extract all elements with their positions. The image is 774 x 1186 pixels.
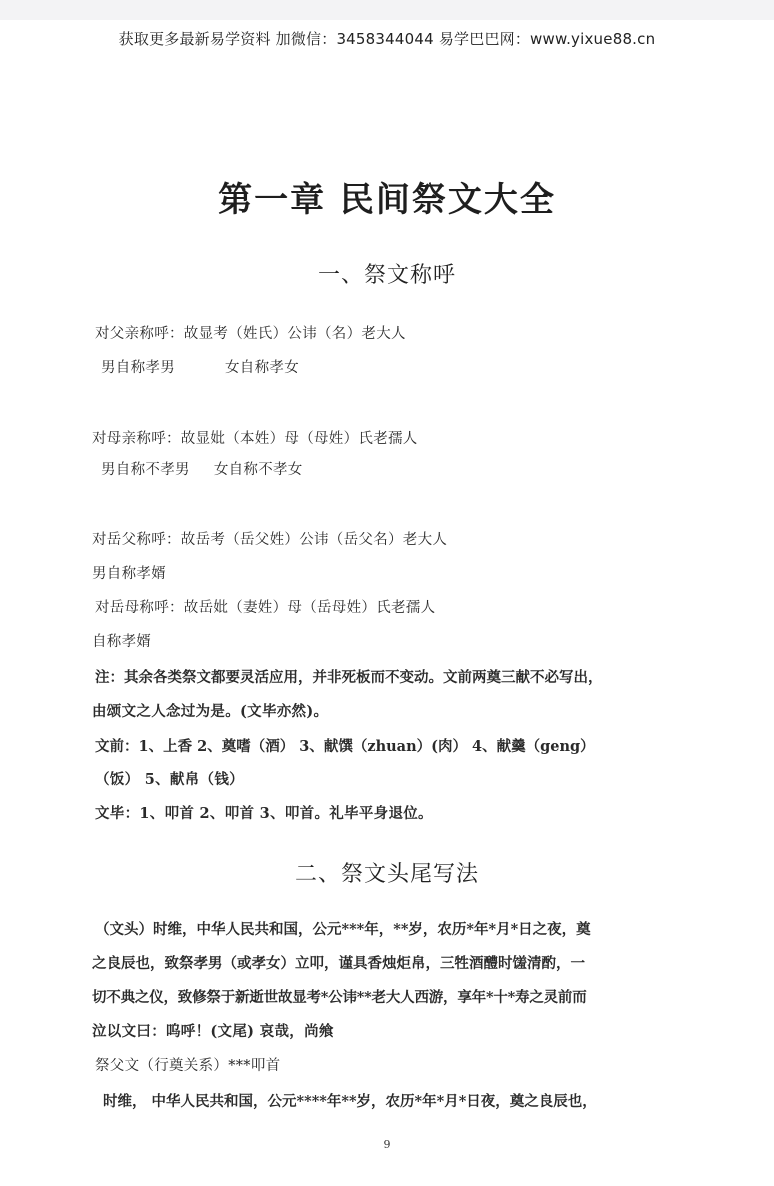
text-span: 男自称不孝男 xyxy=(101,462,190,478)
text-line: 泣以文曰：呜呼！(文尾) 哀哉，尚飨 xyxy=(92,1023,334,1040)
section-title-1: 一、祭文称呼 xyxy=(317,263,456,288)
promo-banner: 获取更多最新易学资料 加微信：3458344044 易学巴巴网：www.yixue88.cn xyxy=(118,30,656,48)
text-line xyxy=(101,458,303,479)
text-line: （饭） 5、献帛（钱） xyxy=(95,771,244,788)
note-line: 注：其余各类祭文都要灵活应用，并非死板而不变动。文前两奠三献不必写出， xyxy=(95,669,603,686)
text-span: 女自称孝女 xyxy=(225,360,299,376)
chapter-title: 第一章 民间祭文大全 xyxy=(218,180,556,220)
text-line: 切不典之仪，致修祭于新逝世故显考*公讳**老大人西游，享年*十*寿之灵前而 xyxy=(92,989,587,1006)
text-line: 自称孝婿 xyxy=(92,634,152,650)
text-line xyxy=(101,356,299,377)
text-line: 文前：1、上香 2、奠嗜（酒） 3、献馔（zhuan）(肉） 4、献羹（geng） xyxy=(95,738,595,755)
text-line: 时维， 中华人民共和国，公元****年**岁，农历*年*月*日夜，奠之良辰也， xyxy=(103,1093,597,1110)
note-line: 由颂文之人念过为是。(文毕亦然)。 xyxy=(92,703,329,720)
section-title-2: 二、祭文头尾写法 xyxy=(294,862,479,887)
page-number: 9 xyxy=(383,1138,391,1151)
text-line: 对岳母称呼：故岳妣（妻姓）母（岳母姓）氏老孺人 xyxy=(95,600,436,616)
viewer-top-bar xyxy=(0,0,774,20)
text-line: 对母亲称呼：故显妣（本姓）母（母姓）氏老孺人 xyxy=(92,431,418,447)
text-span: 女自称不孝女 xyxy=(213,462,303,478)
text-line: 对岳父称呼：故岳考（岳父姓）公讳（岳父名）老大人 xyxy=(92,532,448,548)
text-line: （文头）时维，中华人民共和国，公元***年，**岁，农历*年*月*日之夜，奠 xyxy=(95,921,591,938)
text-line: 对父亲称呼：故显考（姓氏）公讳（名）老大人 xyxy=(95,326,406,342)
text-span: 男自称孝男 xyxy=(101,360,175,376)
text-line: 文毕：1、叩首 2、叩首 3、叩首。礼毕平身退位。 xyxy=(95,805,433,822)
text-line: 之良辰也，致祭孝男（或孝女）立叩，谨具香烛炬帛，三牲酒醴时馐清酌，一 xyxy=(92,955,585,972)
text-line: 男自称孝婿 xyxy=(92,566,166,582)
text-line: 祭父文（行奠关系）***叩首 xyxy=(95,1058,281,1074)
